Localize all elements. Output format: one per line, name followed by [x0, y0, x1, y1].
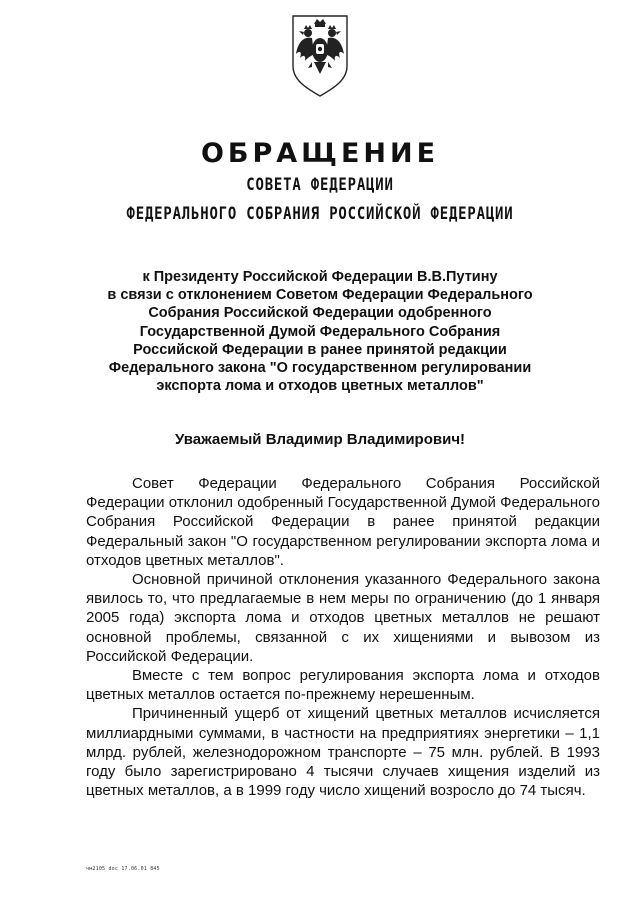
address-line: Собрания Российской Федерации одобренного	[148, 305, 492, 322]
salutation: Уважаемый Владимир Владимирович!	[174, 431, 466, 448]
document-title: ОБРАЩЕНИЕ	[200, 138, 440, 169]
document-subtitle-line-2: ФЕДЕРАЛЬНОГО СОБРАНИЯ РОССИЙСКОЙ ФЕДЕРАЦИИ	[126, 204, 514, 224]
file-reference-footer: чм2105 doc 17.06.01 845	[86, 866, 160, 872]
address-line: экспорта лома и отходов цветных металлов"	[156, 378, 484, 395]
address-line: Федерального закона "О государственном регулировании	[108, 360, 532, 377]
letter-body	[86, 474, 600, 800]
address-line: Государственной Думой Федерального Собрания	[139, 323, 501, 340]
body-paragraph: Основной причиной отклонения указанного Федерального закона явилось то, что предлагаемые в нем меры по ограничению (до 1 января 2005 года) экспорта лома и отходов цветных металлов не решают основной проблемы, связанной с их хищениями и вывозом из Российской Федерации.	[86, 571, 600, 665]
double-headed-eagle-emblem-icon	[290, 14, 350, 98]
document-subtitle-line-1: СОВЕТА ФЕДЕРАЦИИ	[246, 175, 394, 195]
address-line: к Президенту Российской Федерации В.В.Путину	[142, 269, 498, 285]
body-paragraph: Причиненный ущерб от хищений цветных металлов исчисляется миллиардными суммами, в частности на предприятиях энергетики – 1,1 млрд. рублей, железнодорожном транспорте – 75 млн. рублей. В 1993 году было зарегистрировано 4 тысячи случаев хищения изделий из цветных металлов, а в 1999 году число хищений возросло до 74 тысяч.	[86, 705, 600, 800]
body-paragraph: Вместе с тем вопрос регулирования экспорта лома и отходов цветных металлов остается по-прежнему нерешенным.	[86, 667, 600, 704]
body-paragraph: Совет Федерации Федерального Собрания Российской Федерации отклонил одобренный Государственной Думой Федерального Собрания Российской Федерации в ранее принятой редакции Федеральный закон "О государственном регулировании экспорта лома и отходов цветных металлов".	[86, 475, 600, 569]
address-line: Российской Федерации в ранее принятой редакции	[133, 341, 507, 358]
address-block	[60, 268, 580, 395]
address-line: в связи с отклонением Советом Федерации Федерального	[107, 287, 533, 304]
